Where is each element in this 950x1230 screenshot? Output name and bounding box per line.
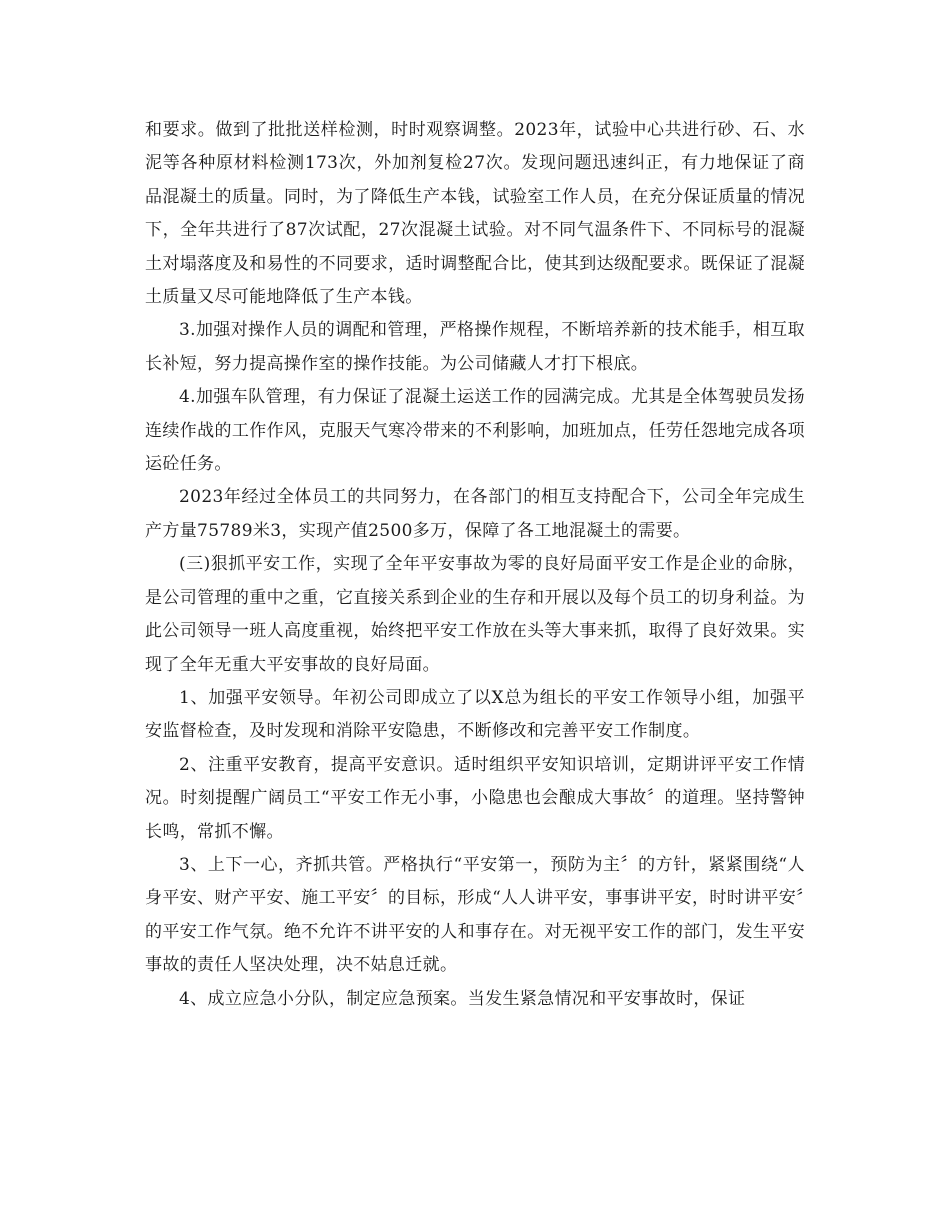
paragraph-materials-testing: 和要求。做到了批批送样检测，时时观察调整。2023年，试验中心共进行砂、石、水泥等各种原材料检测173次，外加剂复检27次。发现问题迅速纠正，有力地保证了商品混凝土的质量。同时，为了降低生产本钱，试验室工作人员，在充分保证质量的情况下，全年共进行了87次试配，27次混凝土试验。对不同气温条件下、不同标号的混凝土对塌落度及和易性的不同要求，适时调整配合比，使其到达级配要求。既保证了混凝土质量又尽可能地降低了生产本钱。 <box>145 120 805 308</box>
paragraph-annual-output: 2023年经过全体员工的共同努力，在各部门的相互支持配合下，公司全年完成生产方量75789米3，实现产值2500多万，保障了各工地混凝土的需要。 <box>145 487 805 541</box>
document-body <box>145 114 805 1016</box>
paragraph-safety-leadership: 1、加强平安领导。年初公司即成立了以X总为组长的平安工作领导小组，加强平安监督检查，及时发现和消除平安隐患，不断修改和完善平安工作制度。 <box>145 687 805 742</box>
paragraph-joint-management: 3、上下一心，齐抓共管。严格执行“平安第一，预防为主〞的方针，紧紧围绕“人身平安、财产平安、施工平安〞的目标，形成“人人讲平安，事事讲平安，时时讲平安〞的平安工作气氛。绝不允许不讲平安的人和事存在。对无视平安工作的部门，发生平安事故的责任人坚决处理，决不姑息迁就。 <box>145 854 805 976</box>
paragraph-safety-work: (三)狠抓平安工作，实现了全年平安事故为零的良好局面平安工作是企业的命脉，是公司管理的重中之重，它直接关系到企业的生存和开展以及每个员工的切身利益。为此公司领导一班人高度重视，始终把平安工作放在头等大事来抓，取得了良好效果。实现了全年无重大平安事故的良好局面。 <box>145 554 805 675</box>
paragraph-fleet-management: 4.加强车队管理，有力保证了混凝土运送工作的园满完成。尤其是全体驾驶员发扬连续作战的工作作风，克服天气寒冷带来的不利影响，加班加点，任劳任怨地完成各项运砼任务。 <box>145 387 805 475</box>
paragraph-safety-education: 2、注重平安教育，提高平安意识。适时组织平安知识培训，定期讲评平安工作情况。时刻提醒广阔员工“平安工作无小事，小隐患也会酿成大事故〞的道理。坚持警钟长鸣，常抓不懈。 <box>145 754 805 842</box>
paragraph-operator-management: 3.加强对操作人员的调配和管理，严格操作规程，不断培养新的技术能手，相互取长补短，努力提高操作室的操作技能。为公司储藏人才打下根底。 <box>145 320 805 374</box>
paragraph-emergency-team: 4、成立应急小分队，制定应急预案。当发生紧急情况和平安事故时，保证 <box>179 988 746 1009</box>
